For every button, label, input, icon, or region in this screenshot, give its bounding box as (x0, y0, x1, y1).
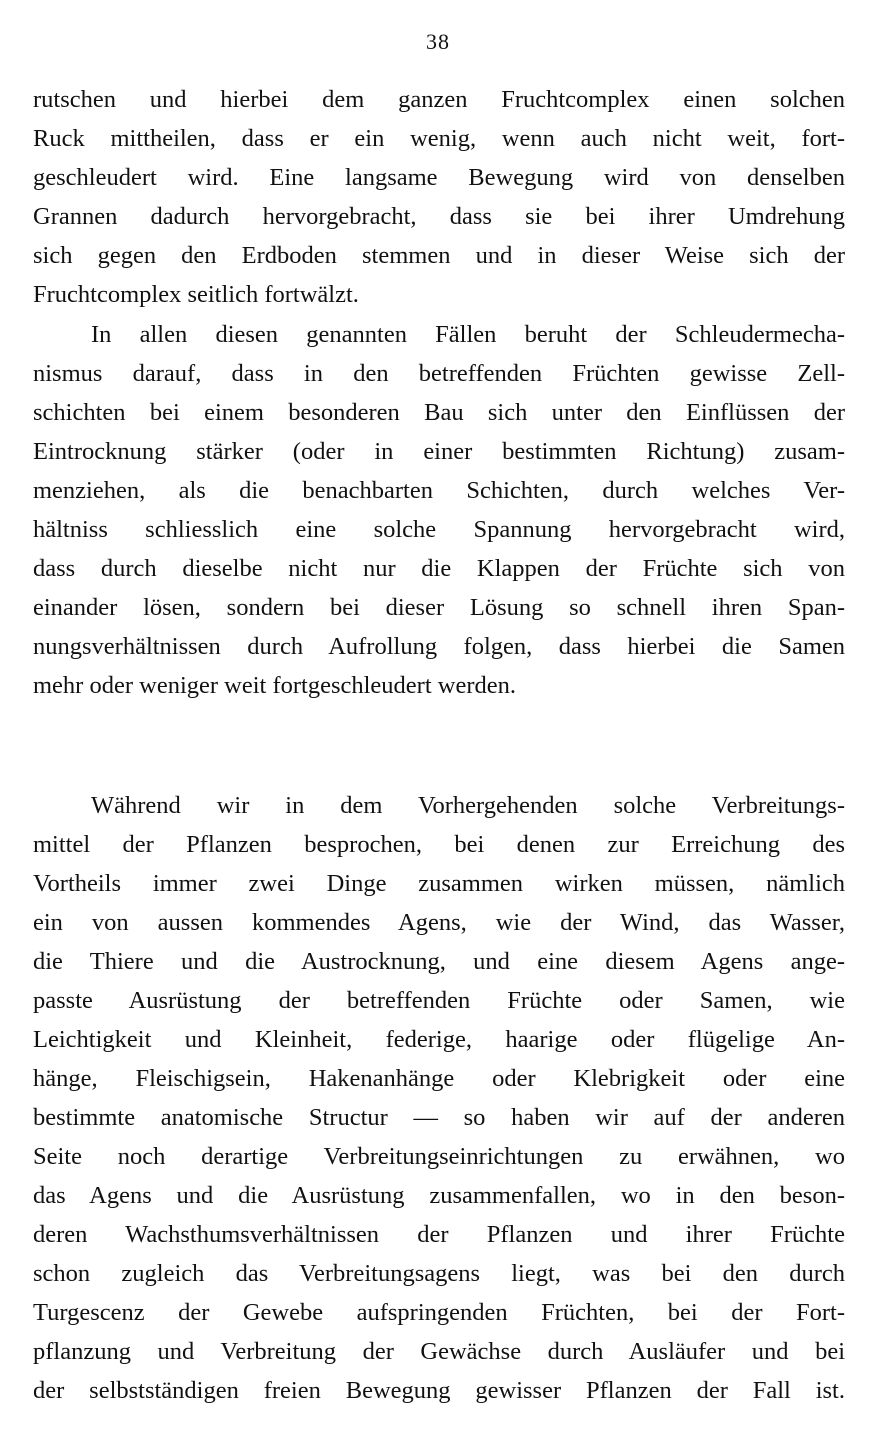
text-line: passte Ausrüstung der betreffenden Früchte oder Samen, wie (33, 987, 845, 1014)
text-line: sich gegen den Erdboden stemmen und in dieser Weise sich der (33, 242, 845, 269)
text-line: die Thiere und die Austrocknung, und eine diesem Agens ange- (33, 948, 845, 975)
text-line: geschleudert wird. Eine langsame Bewegung wird von denselben (33, 164, 845, 191)
text-line: Vortheils immer zwei Dinge zusammen wirken müssen, nämlich (33, 870, 845, 897)
text-line: Ruck mittheilen, dass er ein wenig, wenn auch nicht weit, fort- (33, 125, 845, 152)
text-line: nismus darauf, dass in den betreffenden Früchten gewisse Zell- (33, 360, 845, 387)
page-number: 38 (426, 29, 450, 54)
text-line: menziehen, als die benachbarten Schichten, durch welches Ver- (33, 477, 845, 504)
text-line: dass durch dieselbe nicht nur die Klappen der Früchte sich von (33, 555, 845, 582)
text-line: hänge, Fleischigsein, Hakenanhänge oder Klebrigkeit oder eine (33, 1065, 845, 1092)
text-line: mittel der Pflanzen besprochen, bei denen zur Erreichung des (33, 831, 845, 858)
text-line: schichten bei einem besonderen Bau sich unter den Einflüssen der (33, 399, 845, 426)
text-line: das Agens und die Ausrüstung zusammenfallen, wo in den beson- (33, 1182, 845, 1209)
text-line: der selbstständigen freien Bewegung gewisser Pflanzen der Fall ist. (33, 1377, 845, 1404)
text-line: pflanzung und Verbreitung der Gewächse durch Ausläufer und bei (33, 1338, 845, 1365)
text-line: rutschen und hierbei dem ganzen Fruchtcomplex einen solchen (33, 86, 845, 113)
text-line: mehr oder weniger weit fortgeschleudert werden. (33, 672, 516, 699)
text-line: schon zugleich das Verbreitungsagens liegt, was bei den durch (33, 1260, 845, 1287)
text-line: Eintrocknung stärker (oder in einer bestimmten Richtung) zusam- (33, 438, 845, 465)
text-line: deren Wachsthumsverhältnissen der Pflanzen und ihrer Früchte (33, 1221, 845, 1248)
text-line: Turgescenz der Gewebe aufspringenden Früchten, bei der Fort- (33, 1299, 845, 1326)
text-line: In allen diesen genannten Fällen beruht der Schleudermecha- (91, 321, 845, 348)
paragraph-3 (33, 786, 845, 1410)
text-line: nungsverhältnissen durch Aufrollung folgen, dass hierbei die Samen (33, 633, 845, 660)
paragraph-2 (33, 315, 845, 705)
text-line: Leichtigkeit und Kleinheit, federige, haarige oder flügelige An- (33, 1026, 845, 1053)
text-line: Seite noch derartige Verbreitungseinrichtungen zu erwähnen, wo (33, 1143, 845, 1170)
text-line: hältniss schliesslich eine solche Spannung hervorgebracht wird, (33, 516, 845, 543)
text-line: bestimmte anatomische Structur — so haben wir auf der anderen (33, 1104, 845, 1131)
text-line: Fruchtcomplex seitlich fortwälzt. (33, 281, 359, 308)
text-line: Während wir in dem Vorhergehenden solche Verbreitungs- (91, 792, 845, 819)
text-line: Grannen dadurch hervorgebracht, dass sie bei ihrer Umdrehung (33, 203, 845, 230)
text-line: ein von aussen kommendes Agens, wie der Wind, das Wasser, (33, 909, 845, 936)
text-line: einander lösen, sondern bei dieser Lösung so schnell ihren Span- (33, 594, 845, 621)
paragraph-1 (33, 80, 845, 314)
